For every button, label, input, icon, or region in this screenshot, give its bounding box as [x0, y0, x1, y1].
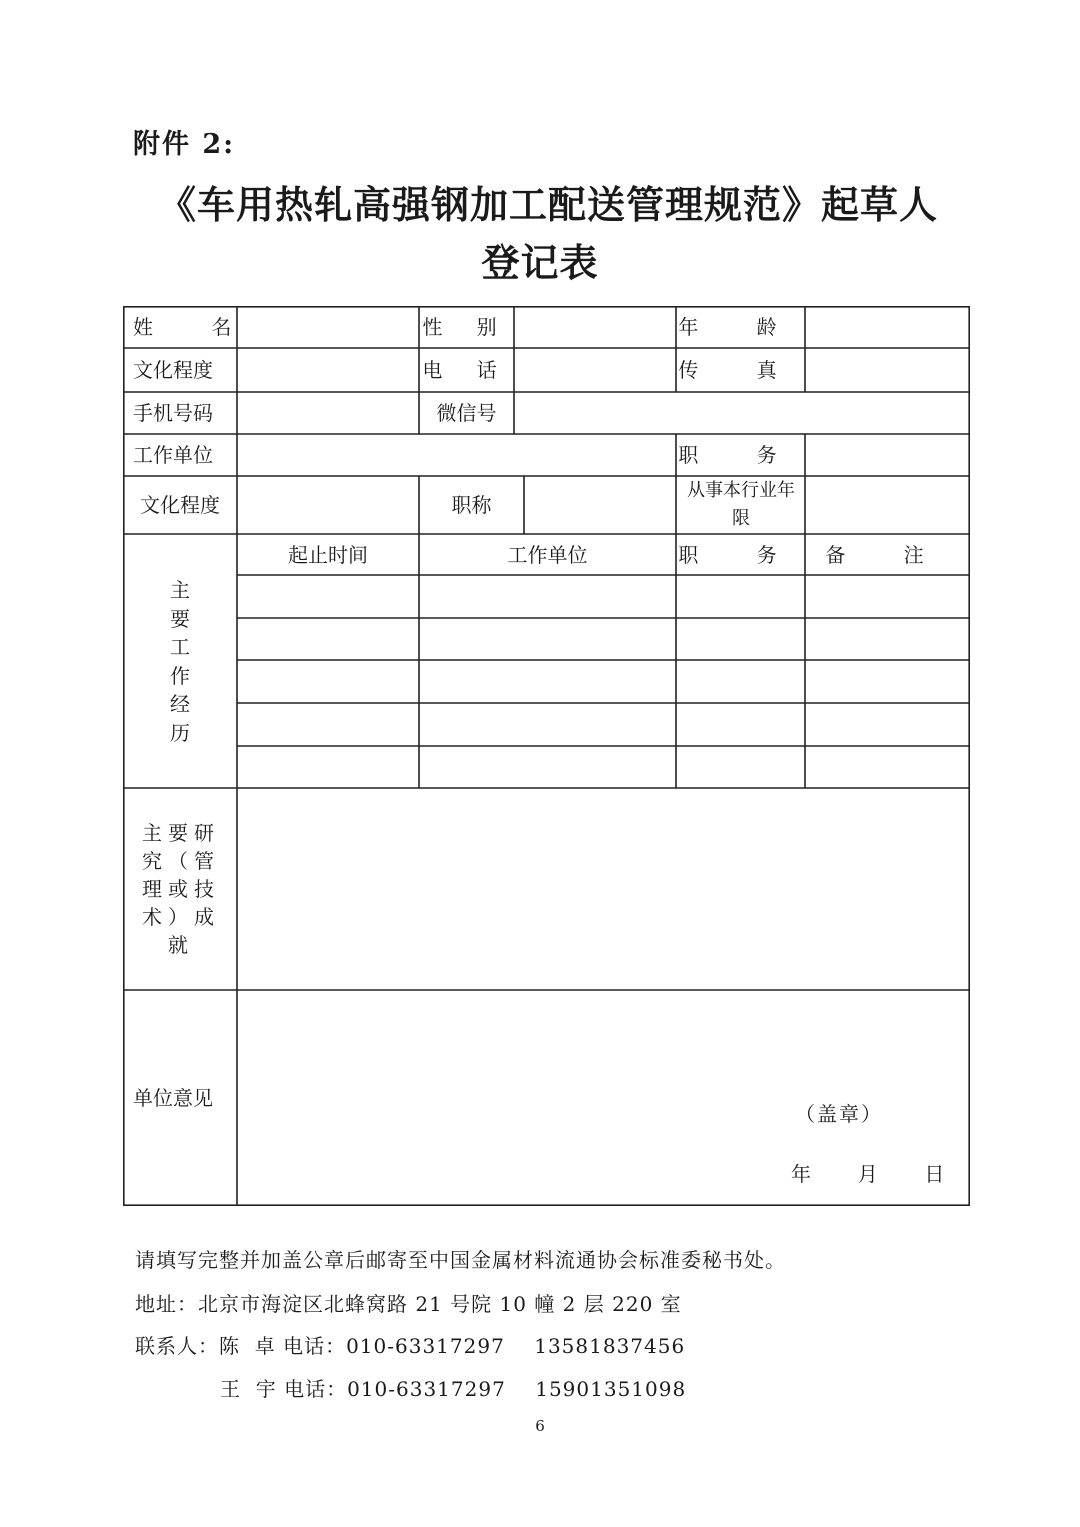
- wechat-label: 微信号: [436, 401, 497, 425]
- experience-header-position: 职 务: [678, 542, 803, 567]
- name-label: 姓 名: [133, 315, 258, 339]
- contact-line-1: 联系人：陈 卓 电话：010-63317297 13581837456: [135, 1334, 686, 1358]
- seal-label: （盖章）: [795, 1102, 883, 1126]
- years-in-industry-label: 从事本行业年限: [687, 480, 795, 529]
- title-label: 职称: [451, 493, 492, 517]
- date-label: 年 月 日: [791, 1162, 947, 1186]
- form-subtitle: 登记表: [481, 241, 599, 285]
- phone-label: 电 话: [422, 358, 511, 382]
- education2-label: 文化程度: [140, 493, 220, 517]
- experience-char: 要: [170, 606, 190, 631]
- experience-header-employer: 工作单位: [507, 542, 588, 567]
- employer-label: 工作单位: [133, 443, 213, 467]
- submission-instruction: 请填写完整并加盖公章后邮寄至中国金属材料流通协会标准委秘书处。: [135, 1248, 786, 1272]
- mobile-label: 手机号码: [133, 401, 213, 425]
- experience-char: 经: [170, 692, 190, 716]
- experience-char: 工: [170, 635, 190, 659]
- fax-label: 传 真: [678, 358, 803, 382]
- experience-char: 历: [170, 720, 190, 745]
- age-label: 年 龄: [678, 315, 803, 339]
- experience-header-period: 起止时间: [288, 542, 368, 567]
- registration-form-table: [123, 306, 970, 1206]
- position-label: 职 务: [678, 443, 803, 467]
- experience-char: 作: [170, 663, 190, 688]
- attachment-label: 附件 2:: [133, 129, 236, 160]
- experience-char: 主: [170, 578, 190, 602]
- address-line: 地址：北京市海淀区北蜂窝路 21 号院 10 幢 2 层 220 室: [135, 1292, 682, 1316]
- education-label: 文化程度: [133, 358, 213, 382]
- form-title: 《车用热轧高强钢加工配送管理规范》起草人: [157, 183, 938, 227]
- gender-label: 性 别: [422, 315, 511, 339]
- contact-line-2: 王 宇 电话：010-63317297 15901351098: [220, 1377, 687, 1401]
- table-grid-lines: [123, 306, 970, 1206]
- opinion-label: 单位意见: [133, 1086, 213, 1110]
- achievements-label: 主要研究（管理或技术）成就: [142, 821, 220, 957]
- page-number: 6: [535, 1417, 545, 1435]
- experience-header-remarks: 备 注: [825, 542, 950, 567]
- experience-label: [123, 576, 237, 747]
